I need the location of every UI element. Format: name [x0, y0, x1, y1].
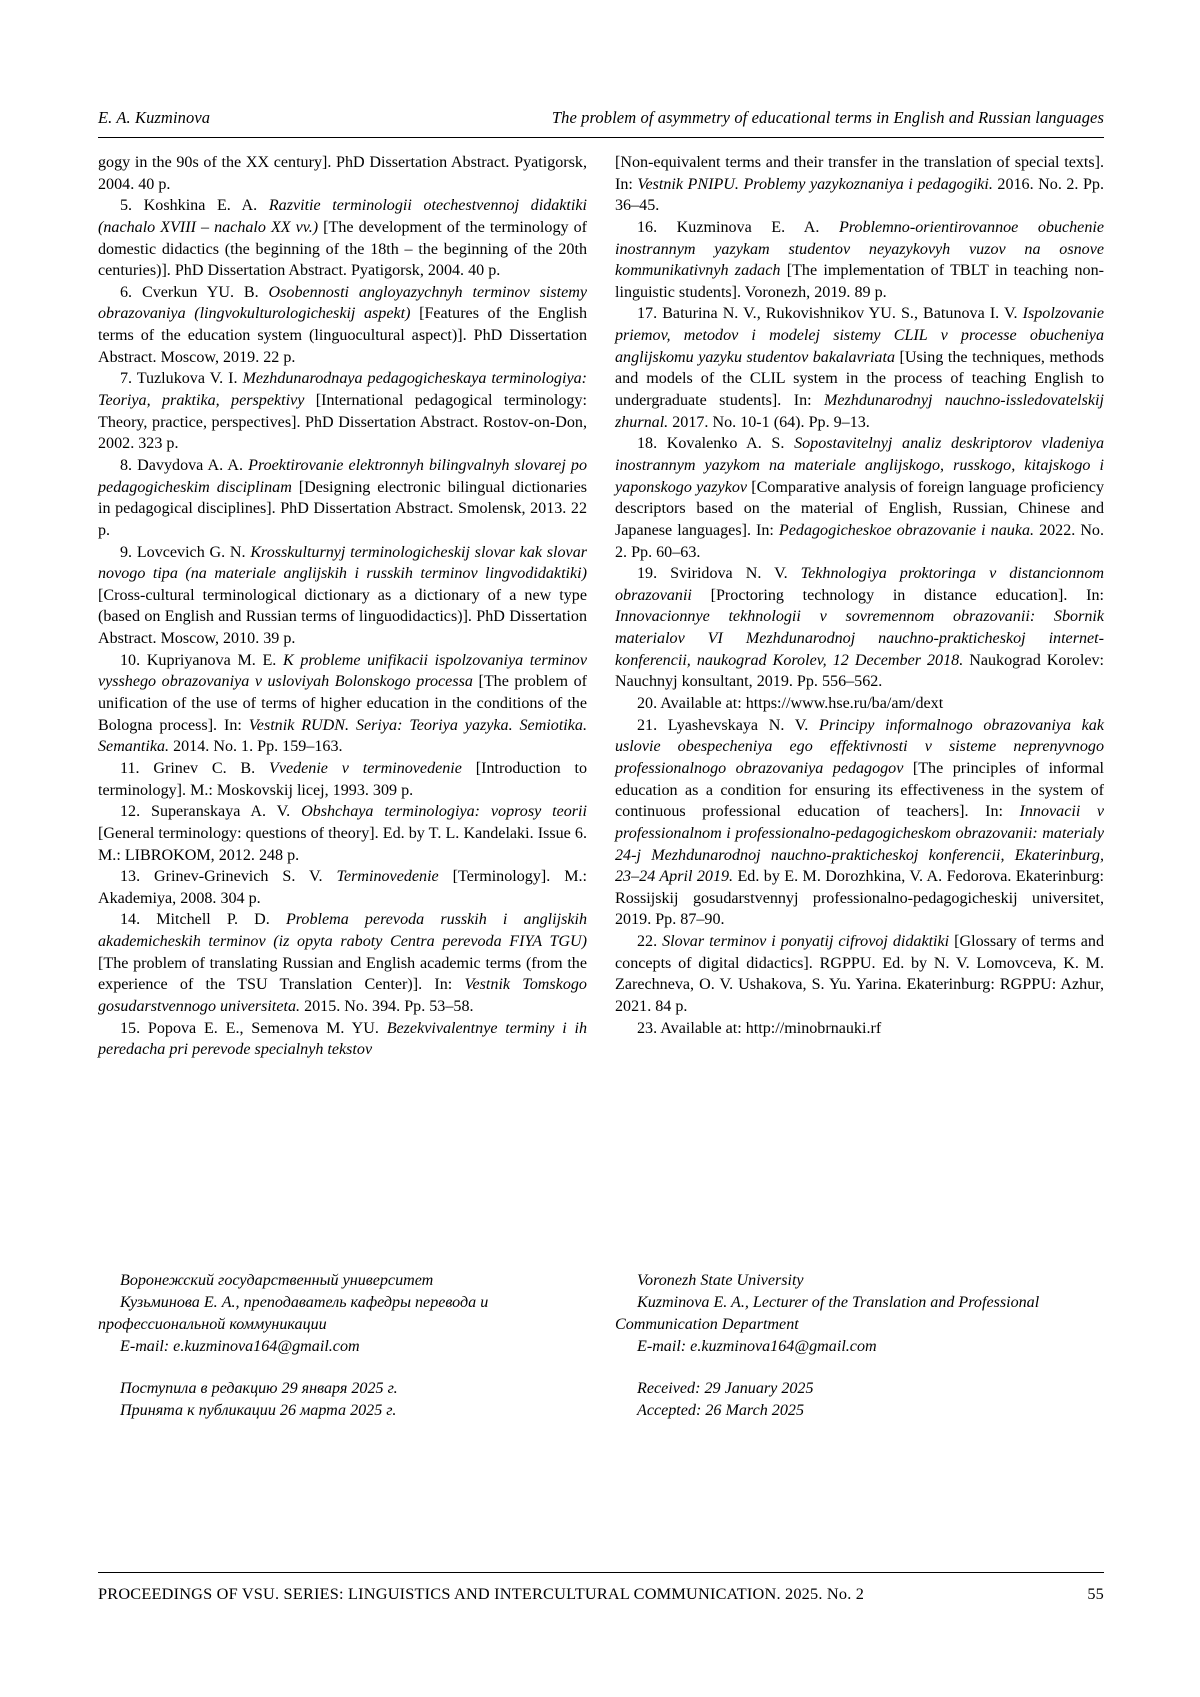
author-email-ru: E-mail: e.kuzminova164@gmail.com: [120, 1338, 360, 1356]
footer-divider: [98, 1572, 1104, 1573]
running-head: [98, 108, 1104, 128]
reference-item: 17. Baturina N. V., Rukovishnikov YU. S., Batunova I. V. Ispolzovanie priemov, metodov i modelej sistemy CLIL v processe obucheniya anglijskomu yazyku studentov bakalavriata [Using the techniques, methods and models of the CLIL system in the process of teaching English to undergraduate students]. In: Mezhdunarodnyj nauchno-issledovatelskij zhurnal. 2017. No. 10-1 (64). Pp. 9–13.: [615, 305, 1104, 431]
reference-item: 21. Lyashevskaya N. V. Principy informalnogo obrazovaniya kak uslovie obespecheniya ego effektivnosti v sisteme neprenyvnogo professionalnogo obrazovaniya pedagogov [The principles of informal education as a condition for ensuring its effectiveness in the system of continuous professional education of teachers]. In: Innovacii v professionalnom i professionalno-pedagogicheskom obrazovanii: materialy 24-j Mezhdunarodnoj nauchno-prakticheskoj konferencii, Ekaterinburg, 23–24 April 2019. Ed. by E. M. Dorozhkina, V. A. Fedorova. Ekaterinburg: Rossijskij gosudarstvennyj professionalno-pedagogicheskij universitet, 2019. Pp. 87–90.: [615, 716, 1104, 929]
reference-item: 10. Kupriyanova M. E. K probleme unifikacii ispolzovaniya terminov vysshego obrazovaniya v usloviyah Bolonskogo processa [The problem of unification of the use of terms of higher education in the conditions of the Bologna process]. In: Vestnik RUDN. Seriya: Teoriya yazyka. Semiotika. Semantika. 2014. No. 1. Pp. 159–163.: [98, 651, 587, 756]
reference-item: 5. Koshkina E. A. Razvitie terminologii otechestvennoj didaktiki (nachalo XVIII – nachalo XX vv.) [The development of the terminology of domestic didactics (the beginning of the 18th – the beginning of the 20th centuries)]. PhD Dissertation Abstract. Pyatigorsk, 2004. 40 p.: [98, 197, 587, 280]
running-head-author: E. A. Kuzminova: [98, 108, 211, 127]
spacer: [98, 1358, 587, 1378]
reference-continued: gogy in the 90s of the XX century]. PhD Dissertation Abstract. Pyatigorsk, 2004. 40 p.: [98, 154, 587, 193]
accepted-date-ru: Принята к публикации 26 марта 2025 г.: [120, 1402, 397, 1420]
accepted-date-en: Accepted: 26 March 2025: [637, 1402, 804, 1420]
reference-item: 11. Grinev C. B. Vvedenie v terminovedenie [Introduction to terminology]. M.: Moskovskij licej, 1993. 309 p.: [98, 759, 587, 799]
spacer: [615, 1358, 1104, 1378]
page-number: 55: [1087, 1584, 1104, 1603]
author-role-ru: Кузьминова Е. А., преподаватель кафедры перевода и профессиональной коммуникации: [98, 1294, 489, 1334]
received-date-en: Received: 29 January 2025: [637, 1380, 814, 1398]
author-info-block: [98, 1270, 1104, 1422]
references-columns: [98, 152, 1104, 1061]
reference-item: 18. Kovalenko A. S. Sopostavitelnyj analiz deskriptorov vladeniya inostrannym yazykom na materiale anglijskogo, russkogo, kitajskogo i yaponskogo yazykov [Comparative analysis of foreign language proficiency descriptors based on the material of English, Russian, Chinese and Japanese languages]. In: Pedagogicheskoe obrazovanie i nauka. 2022. No. 2. Pp. 60–63.: [615, 435, 1105, 561]
reference-item: 8. Davydova A. A. Proektirovanie elektronnyh bilingvalnyh slovarej po pedagogicheskim disciplinam [Designing electronic bilingual dictionaries in pedagogical disciplines]. PhD Dissertation Abstract. Smolensk, 2013. 22 p.: [98, 456, 587, 539]
author-email-en: E-mail: e.kuzminova164@gmail.com: [637, 1338, 877, 1356]
institution-en: Voronezh State University: [637, 1272, 804, 1289]
reference-item: 6. Cverkun YU. B. Osobennosti angloyazychnyh terminov sistemy obrazovaniya (lingvokulturologicheskij aspekt) [Features of the English terms of the education system (linguocultural aspect)]. PhD Dissertation Abstract. Moscow, 2019. 22 p.: [98, 283, 587, 366]
right-column: [615, 152, 1104, 1061]
reference-item: 7. Tuzlukova V. I. Mezhdunarodnaya pedagogicheskaya terminologiya: Teoriya, praktika, perspektivy [International pedagogical terminology: Theory, practice, perspectives]. PhD Dissertation Abstract. Rostov-on-Don, 2002. 323 p.: [98, 370, 588, 453]
institution-ru: Воронежский государственный университет: [120, 1272, 434, 1289]
reference-item: 12. Superanskaya A. V. Obshchaya terminologiya: voprosy teorii [General terminology: questions of theory]. Ed. by T. L. Kandelaki. Issue 6. M.: LIBROKOM, 2012. 248 p.: [98, 803, 587, 864]
reference-item: 23. Available at: http://minobrnauki.rf: [637, 1019, 882, 1037]
reference-item: 16. Kuzminova E. A. Problemno-orientirovannoe obuchenie inostrannym yazykam studentov neyazykovyh vuzov na osnove kommunikativnyh zadach [The implementation of TBLT in teaching non-linguistic students]. Voronezh, 2019. 89 p.: [615, 218, 1104, 301]
left-column: [98, 152, 587, 1061]
reference-item: 20. Available at: https://www.hse.ru/ba/am/dext: [637, 695, 944, 713]
reference-item: 19. Sviridova N. V. Tekhnologiya proktoringa v distancionnom obrazovanii [Proctoring technology in distance education]. In: Innovacionnye tekhnologii v sovremennom obrazovanii: Sbornik materialov VI Mezhdunarodnoj nauchno-prakticheskoj internet-konferencii, naukograd Korolev, 12 December 2018. Naukograd Korolev: Nauchnyj konsultant, 2019. Pp. 556–562.: [615, 565, 1104, 691]
running-head-title: The problem of asymmetry of educational terms in English and Russian languages: [551, 108, 1104, 127]
author-info-english: [615, 1270, 1104, 1422]
journal-name: PROCEEDINGS OF VSU. SERIES: LINGUISTICS AND INTERCULTURAL COMMUNICATION. 2025. No. 2: [98, 1584, 865, 1603]
reference-item: 9. Lovcevich G. N. Krosskulturnyj terminologicheskij slovar kak slovar novogo tipa (na materiale anglijskih i russkih terminov lingvodidaktiki) [Cross-cultural terminological dictionary as a dictionary of a new type (based on English and Russian terms of linguodidactics)]. PhD Dissertation Abstract. Moscow, 2010. 39 p.: [98, 543, 587, 648]
reference-item: 13. Grinev-Grinevich S. V. Terminovedenie [Terminology]. M.: Akademiya, 2008. 304 p.: [98, 868, 588, 907]
reference-item: 15. Popova E. E., Semenova M. YU. Bezekvivalentnye terminy i ih peredacha pri perevode specialnyh tekstov: [98, 1019, 587, 1059]
reference-item: 14. Mitchell P. D. Problema perevoda russkih i anglijskih akademicheskih terminov (iz opyta raboty Centra perevoda FIYA TGU) [The problem of translating Russian and English academic terms (from the experience of the TSU Translation Center)]. In: Vestnik Tomskogo gosudarstvennogo universiteta. 2015. No. 394. Pp. 53–58.: [98, 911, 587, 1015]
received-date-ru: Поступила в редакцию 29 января 2025 г.: [120, 1380, 398, 1398]
author-role-en: Kuzminova E. A., Lecturer of the Translation and Professional Communication Department: [615, 1294, 1040, 1334]
reference-continued: [Non-equivalent terms and their transfer in the translation of special texts]. In: Vestnik PNIPU. Problemy yazykoznaniya i pedagogiki. 2016. No. 2. Pp. 36–45.: [615, 154, 1105, 215]
reference-item: 22. Slovar terminov i ponyatij cifrovoj didaktiki [Glossary of terms and concepts of digital didactics]. RGPPU. Ed. by N. V. Lomovceva, K. M. Zarechneva, O. V. Ushakova, S. Yu. Yarina. Ekaterinburg: RGPPU: Azhur, 2021. 84 p.: [615, 933, 1104, 1015]
page-footer: [98, 1584, 1104, 1604]
header-divider: [98, 137, 1104, 138]
author-info-russian: [98, 1270, 587, 1422]
